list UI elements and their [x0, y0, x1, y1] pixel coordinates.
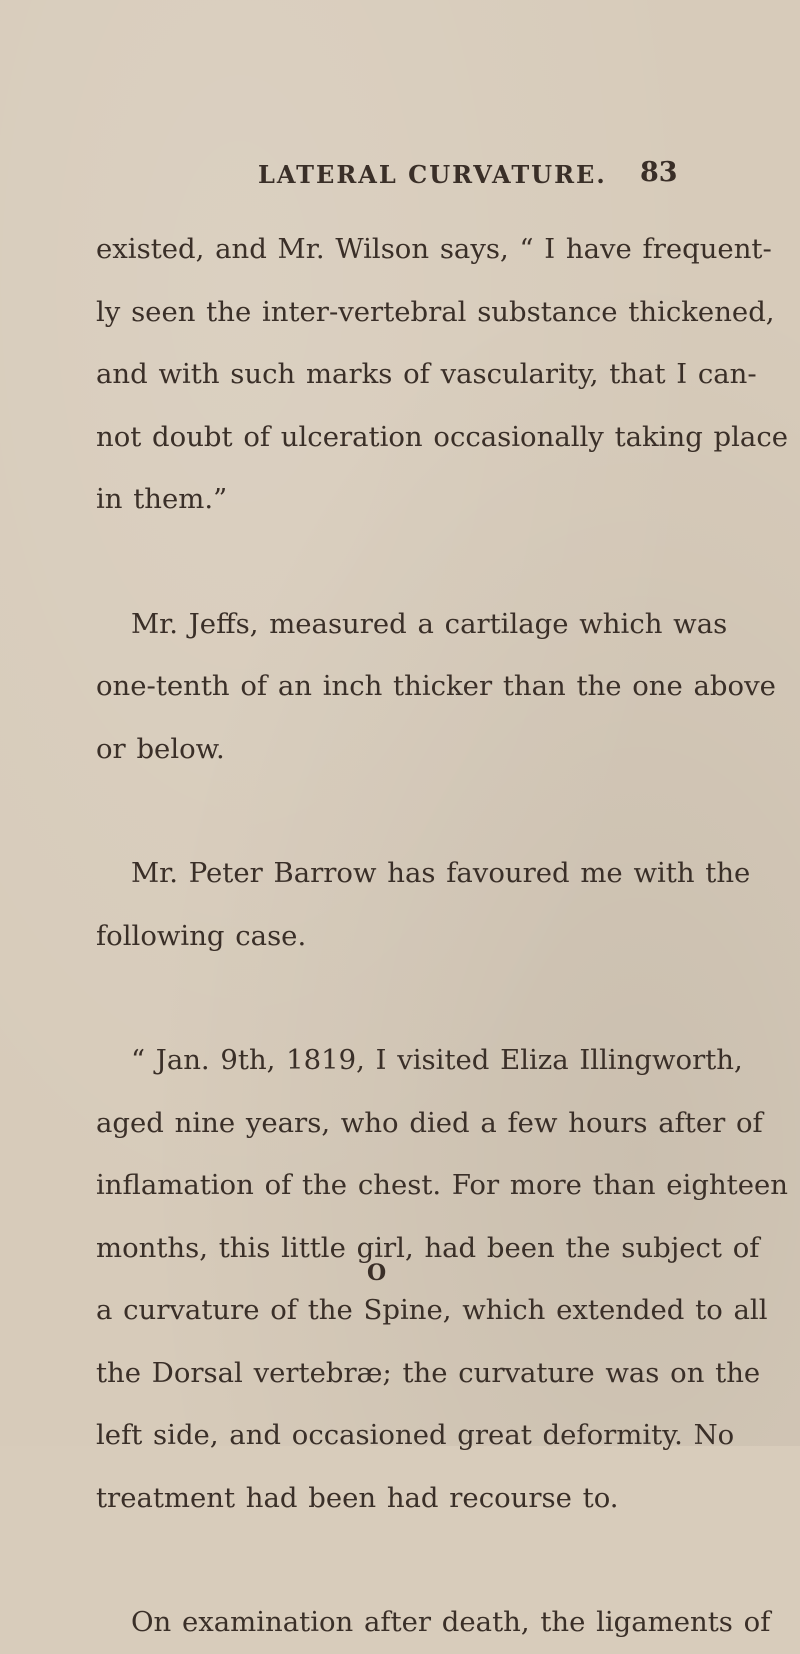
text-line: or below.	[96, 732, 225, 765]
text-line: aged nine years, who died a few hours after of	[96, 1106, 763, 1139]
text-line: left side, and occasioned great deformity. No	[96, 1419, 735, 1451]
text-line: the Dorsal vertebræ; the curvature was on the	[96, 1356, 761, 1389]
text-line: one-tenth of an inch thicker than the one above	[96, 670, 776, 702]
text-line: existed, and Mr. Wilson says, “ I have frequent-	[96, 233, 772, 265]
text-line: Mr. Jeffs, measured a cartilage which was	[131, 607, 728, 640]
paragraph	[96, 1591, 771, 1654]
text-line: Mr. Peter Barrow has favoured me with the	[131, 857, 751, 889]
text-line: following case.	[96, 919, 307, 952]
text-line: not doubt of ulceration occasionally taking place	[96, 420, 789, 453]
text-line: in them.”	[96, 483, 228, 515]
text-line: On examination after death, the ligaments of	[131, 1606, 771, 1638]
text-line: and with such marks of vascularity, that I can-	[96, 358, 757, 390]
text-line: treatment had been had recourse to.	[96, 1481, 619, 1514]
paragraph	[96, 218, 789, 531]
page-number: 83	[640, 157, 678, 188]
body-text	[96, 218, 789, 1654]
text-line: inflamation of the chest. For more than eighteen	[96, 1169, 788, 1201]
text-line: months, this little girl, had been the subject of	[96, 1231, 760, 1264]
running-head: LATERAL CURVATURE.	[258, 160, 607, 189]
text-line: “ Jan. 9th, 1819, I visited Eliza Illingworth,	[131, 1044, 743, 1076]
text-line: a curvature of the Spine, which extended to all	[96, 1294, 768, 1326]
text-line: ly seen the inter-vertebral substance thickened,	[96, 295, 775, 328]
paragraph	[96, 842, 751, 967]
paragraph	[96, 593, 776, 781]
signature-mark: O	[367, 1260, 387, 1286]
paragraph	[96, 1029, 788, 1529]
